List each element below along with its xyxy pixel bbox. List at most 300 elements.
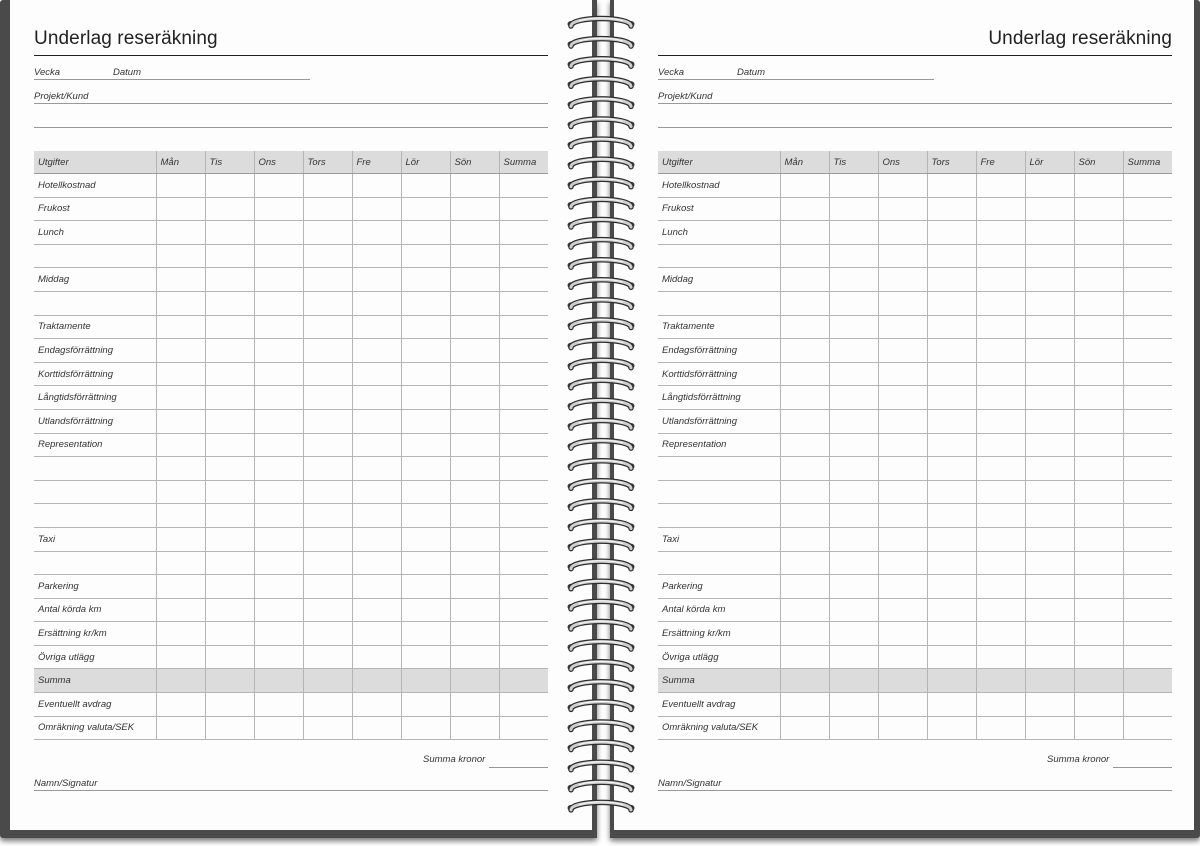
entry-cell[interactable] — [499, 669, 548, 693]
entry-cell[interactable] — [156, 551, 205, 575]
entry-cell[interactable] — [450, 339, 499, 363]
vecka-datum-field[interactable] — [34, 79, 310, 80]
entry-cell[interactable] — [1025, 339, 1074, 363]
entry-cell[interactable] — [156, 362, 205, 386]
entry-cell[interactable] — [303, 174, 352, 198]
entry-cell[interactable] — [303, 504, 352, 528]
entry-cell[interactable] — [1025, 268, 1074, 292]
entry-cell[interactable] — [878, 527, 927, 551]
entry-cell[interactable] — [352, 362, 401, 386]
entry-cell[interactable] — [352, 268, 401, 292]
entry-cell[interactable] — [1074, 716, 1123, 740]
entry-cell[interactable] — [205, 221, 254, 245]
entry-cell[interactable] — [878, 197, 927, 221]
entry-cell[interactable] — [205, 598, 254, 622]
entry-cell[interactable] — [780, 551, 829, 575]
entry-cell[interactable] — [450, 527, 499, 551]
entry-cell[interactable] — [927, 457, 976, 481]
entry-cell[interactable] — [450, 315, 499, 339]
entry-cell[interactable] — [829, 480, 878, 504]
entry-cell[interactable] — [927, 433, 976, 457]
entry-cell[interactable] — [352, 716, 401, 740]
summa-kronor-field[interactable] — [1113, 767, 1172, 768]
entry-cell[interactable] — [352, 197, 401, 221]
entry-cell[interactable] — [303, 575, 352, 599]
entry-cell[interactable] — [780, 504, 829, 528]
entry-cell[interactable] — [450, 291, 499, 315]
entry-cell[interactable] — [1123, 221, 1172, 245]
entry-cell[interactable] — [254, 221, 303, 245]
entry-cell[interactable] — [829, 244, 878, 268]
entry-cell[interactable] — [450, 433, 499, 457]
entry-cell[interactable] — [303, 669, 352, 693]
entry-cell[interactable] — [401, 551, 450, 575]
projekt-extra-line[interactable] — [658, 127, 1172, 128]
entry-cell[interactable] — [303, 716, 352, 740]
entry-cell[interactable] — [878, 386, 927, 410]
entry-cell[interactable] — [878, 339, 927, 363]
entry-cell[interactable] — [401, 598, 450, 622]
entry-cell[interactable] — [499, 197, 548, 221]
entry-cell[interactable] — [303, 551, 352, 575]
entry-cell[interactable] — [927, 386, 976, 410]
entry-cell[interactable] — [1025, 669, 1074, 693]
entry-cell[interactable] — [156, 339, 205, 363]
entry-cell[interactable] — [780, 527, 829, 551]
entry-cell[interactable] — [976, 386, 1025, 410]
entry-cell[interactable] — [1074, 268, 1123, 292]
entry-cell[interactable] — [976, 551, 1025, 575]
entry-cell[interactable] — [401, 174, 450, 198]
entry-cell[interactable] — [303, 693, 352, 717]
entry-cell[interactable] — [1074, 409, 1123, 433]
entry-cell[interactable] — [1123, 386, 1172, 410]
entry-cell[interactable] — [780, 433, 829, 457]
entry-cell[interactable] — [205, 291, 254, 315]
entry-cell[interactable] — [829, 315, 878, 339]
entry-cell[interactable] — [1074, 504, 1123, 528]
entry-cell[interactable] — [829, 291, 878, 315]
entry-cell[interactable] — [1123, 716, 1172, 740]
entry-cell[interactable] — [156, 622, 205, 646]
entry-cell[interactable] — [1025, 433, 1074, 457]
entry-cell[interactable] — [976, 409, 1025, 433]
entry-cell[interactable] — [401, 575, 450, 599]
entry-cell[interactable] — [829, 575, 878, 599]
entry-cell[interactable] — [401, 291, 450, 315]
entry-cell[interactable] — [927, 551, 976, 575]
entry-cell[interactable] — [352, 504, 401, 528]
entry-cell[interactable] — [156, 197, 205, 221]
entry-cell[interactable] — [352, 339, 401, 363]
entry-cell[interactable] — [254, 527, 303, 551]
entry-cell[interactable] — [156, 575, 205, 599]
entry-cell[interactable] — [205, 457, 254, 481]
entry-cell[interactable] — [829, 197, 878, 221]
entry-cell[interactable] — [499, 551, 548, 575]
entry-cell[interactable] — [1123, 409, 1172, 433]
entry-cell[interactable] — [499, 339, 548, 363]
entry-cell[interactable] — [878, 669, 927, 693]
entry-cell[interactable] — [205, 622, 254, 646]
entry-cell[interactable] — [450, 174, 499, 198]
entry-cell[interactable] — [878, 268, 927, 292]
entry-cell[interactable] — [976, 622, 1025, 646]
entry-cell[interactable] — [303, 197, 352, 221]
entry-cell[interactable] — [927, 504, 976, 528]
entry-cell[interactable] — [156, 221, 205, 245]
entry-cell[interactable] — [927, 480, 976, 504]
projekt-field[interactable] — [658, 103, 1172, 104]
entry-cell[interactable] — [829, 622, 878, 646]
entry-cell[interactable] — [976, 480, 1025, 504]
entry-cell[interactable] — [401, 645, 450, 669]
entry-cell[interactable] — [352, 622, 401, 646]
entry-cell[interactable] — [254, 645, 303, 669]
entry-cell[interactable] — [205, 197, 254, 221]
entry-cell[interactable] — [878, 480, 927, 504]
entry-cell[interactable] — [927, 645, 976, 669]
entry-cell[interactable] — [829, 362, 878, 386]
entry-cell[interactable] — [927, 315, 976, 339]
entry-cell[interactable] — [401, 504, 450, 528]
entry-cell[interactable] — [976, 457, 1025, 481]
entry-cell[interactable] — [976, 433, 1025, 457]
entry-cell[interactable] — [927, 598, 976, 622]
entry-cell[interactable] — [1025, 221, 1074, 245]
entry-cell[interactable] — [450, 716, 499, 740]
entry-cell[interactable] — [780, 716, 829, 740]
entry-cell[interactable] — [499, 291, 548, 315]
entry-cell[interactable] — [1074, 339, 1123, 363]
entry-cell[interactable] — [780, 480, 829, 504]
entry-cell[interactable] — [878, 622, 927, 646]
entry-cell[interactable] — [352, 244, 401, 268]
entry-cell[interactable] — [156, 409, 205, 433]
entry-cell[interactable] — [352, 598, 401, 622]
entry-cell[interactable] — [1123, 457, 1172, 481]
entry-cell[interactable] — [1025, 480, 1074, 504]
entry-cell[interactable] — [1025, 527, 1074, 551]
entry-cell[interactable] — [303, 362, 352, 386]
entry-cell[interactable] — [1025, 197, 1074, 221]
entry-cell[interactable] — [1123, 244, 1172, 268]
entry-cell[interactable] — [878, 433, 927, 457]
projekt-field[interactable] — [34, 103, 548, 104]
entry-cell[interactable] — [878, 315, 927, 339]
entry-cell[interactable] — [976, 197, 1025, 221]
entry-cell[interactable] — [1123, 645, 1172, 669]
entry-cell[interactable] — [927, 527, 976, 551]
entry-cell[interactable] — [780, 339, 829, 363]
entry-cell[interactable] — [156, 174, 205, 198]
entry-cell[interactable] — [205, 268, 254, 292]
entry-cell[interactable] — [156, 645, 205, 669]
entry-cell[interactable] — [156, 527, 205, 551]
entry-cell[interactable] — [254, 693, 303, 717]
entry-cell[interactable] — [1074, 362, 1123, 386]
entry-cell[interactable] — [780, 244, 829, 268]
entry-cell[interactable] — [1025, 598, 1074, 622]
entry-cell[interactable] — [254, 598, 303, 622]
entry-cell[interactable] — [254, 291, 303, 315]
entry-cell[interactable] — [878, 693, 927, 717]
entry-cell[interactable] — [499, 527, 548, 551]
entry-cell[interactable] — [976, 244, 1025, 268]
entry-cell[interactable] — [450, 669, 499, 693]
entry-cell[interactable] — [499, 575, 548, 599]
entry-cell[interactable] — [303, 268, 352, 292]
entry-cell[interactable] — [156, 480, 205, 504]
entry-cell[interactable] — [976, 362, 1025, 386]
entry-cell[interactable] — [927, 197, 976, 221]
entry-cell[interactable] — [829, 693, 878, 717]
entry-cell[interactable] — [1074, 693, 1123, 717]
entry-cell[interactable] — [927, 409, 976, 433]
entry-cell[interactable] — [352, 386, 401, 410]
entry-cell[interactable] — [205, 504, 254, 528]
entry-cell[interactable] — [352, 433, 401, 457]
entry-cell[interactable] — [254, 622, 303, 646]
entry-cell[interactable] — [450, 645, 499, 669]
entry-cell[interactable] — [303, 527, 352, 551]
entry-cell[interactable] — [878, 575, 927, 599]
entry-cell[interactable] — [780, 174, 829, 198]
entry-cell[interactable] — [878, 598, 927, 622]
entry-cell[interactable] — [450, 504, 499, 528]
entry-cell[interactable] — [976, 645, 1025, 669]
entry-cell[interactable] — [1123, 339, 1172, 363]
entry-cell[interactable] — [352, 409, 401, 433]
entry-cell[interactable] — [780, 598, 829, 622]
entry-cell[interactable] — [829, 716, 878, 740]
entry-cell[interactable] — [499, 174, 548, 198]
entry-cell[interactable] — [254, 409, 303, 433]
entry-cell[interactable] — [254, 457, 303, 481]
entry-cell[interactable] — [976, 575, 1025, 599]
entry-cell[interactable] — [1074, 174, 1123, 198]
entry-cell[interactable] — [499, 315, 548, 339]
entry-cell[interactable] — [780, 386, 829, 410]
entry-cell[interactable] — [927, 339, 976, 363]
entry-cell[interactable] — [499, 480, 548, 504]
entry-cell[interactable] — [401, 669, 450, 693]
entry-cell[interactable] — [499, 457, 548, 481]
entry-cell[interactable] — [1025, 291, 1074, 315]
entry-cell[interactable] — [780, 457, 829, 481]
entry-cell[interactable] — [450, 551, 499, 575]
entry-cell[interactable] — [976, 669, 1025, 693]
entry-cell[interactable] — [499, 433, 548, 457]
entry-cell[interactable] — [499, 693, 548, 717]
entry-cell[interactable] — [878, 291, 927, 315]
entry-cell[interactable] — [450, 598, 499, 622]
entry-cell[interactable] — [352, 174, 401, 198]
entry-cell[interactable] — [780, 669, 829, 693]
entry-cell[interactable] — [878, 174, 927, 198]
entry-cell[interactable] — [829, 339, 878, 363]
entry-cell[interactable] — [401, 244, 450, 268]
entry-cell[interactable] — [976, 598, 1025, 622]
entry-cell[interactable] — [254, 315, 303, 339]
entry-cell[interactable] — [1025, 622, 1074, 646]
entry-cell[interactable] — [1123, 551, 1172, 575]
entry-cell[interactable] — [352, 527, 401, 551]
entry-cell[interactable] — [1123, 174, 1172, 198]
entry-cell[interactable] — [205, 716, 254, 740]
entry-cell[interactable] — [927, 575, 976, 599]
entry-cell[interactable] — [927, 693, 976, 717]
entry-cell[interactable] — [780, 268, 829, 292]
entry-cell[interactable] — [1025, 645, 1074, 669]
entry-cell[interactable] — [1123, 598, 1172, 622]
entry-cell[interactable] — [878, 221, 927, 245]
entry-cell[interactable] — [450, 268, 499, 292]
entry-cell[interactable] — [352, 291, 401, 315]
entry-cell[interactable] — [976, 339, 1025, 363]
entry-cell[interactable] — [878, 645, 927, 669]
entry-cell[interactable] — [1123, 268, 1172, 292]
entry-cell[interactable] — [352, 575, 401, 599]
entry-cell[interactable] — [927, 716, 976, 740]
entry-cell[interactable] — [450, 480, 499, 504]
entry-cell[interactable] — [1074, 433, 1123, 457]
entry-cell[interactable] — [205, 409, 254, 433]
entry-cell[interactable] — [156, 268, 205, 292]
entry-cell[interactable] — [401, 386, 450, 410]
entry-cell[interactable] — [499, 716, 548, 740]
entry-cell[interactable] — [780, 575, 829, 599]
entry-cell[interactable] — [1074, 669, 1123, 693]
entry-cell[interactable] — [303, 409, 352, 433]
entry-cell[interactable] — [303, 386, 352, 410]
entry-cell[interactable] — [401, 221, 450, 245]
entry-cell[interactable] — [254, 551, 303, 575]
entry-cell[interactable] — [1123, 433, 1172, 457]
entry-cell[interactable] — [205, 527, 254, 551]
entry-cell[interactable] — [401, 457, 450, 481]
entry-cell[interactable] — [1025, 504, 1074, 528]
entry-cell[interactable] — [1123, 622, 1172, 646]
entry-cell[interactable] — [499, 268, 548, 292]
entry-cell[interactable] — [1074, 457, 1123, 481]
entry-cell[interactable] — [303, 622, 352, 646]
entry-cell[interactable] — [829, 598, 878, 622]
entry-cell[interactable] — [1074, 575, 1123, 599]
entry-cell[interactable] — [254, 339, 303, 363]
entry-cell[interactable] — [927, 362, 976, 386]
entry-cell[interactable] — [829, 268, 878, 292]
summa-kronor-field[interactable] — [489, 767, 548, 768]
entry-cell[interactable] — [156, 598, 205, 622]
entry-cell[interactable] — [205, 386, 254, 410]
entry-cell[interactable] — [303, 221, 352, 245]
entry-cell[interactable] — [205, 174, 254, 198]
entry-cell[interactable] — [401, 409, 450, 433]
entry-cell[interactable] — [780, 291, 829, 315]
entry-cell[interactable] — [499, 386, 548, 410]
entry-cell[interactable] — [1025, 716, 1074, 740]
entry-cell[interactable] — [401, 716, 450, 740]
entry-cell[interactable] — [401, 480, 450, 504]
entry-cell[interactable] — [303, 244, 352, 268]
entry-cell[interactable] — [829, 409, 878, 433]
entry-cell[interactable] — [1123, 693, 1172, 717]
entry-cell[interactable] — [1025, 386, 1074, 410]
entry-cell[interactable] — [976, 504, 1025, 528]
entry-cell[interactable] — [205, 669, 254, 693]
entry-cell[interactable] — [780, 645, 829, 669]
entry-cell[interactable] — [401, 197, 450, 221]
entry-cell[interactable] — [156, 386, 205, 410]
entry-cell[interactable] — [254, 386, 303, 410]
entry-cell[interactable] — [927, 174, 976, 198]
entry-cell[interactable] — [156, 457, 205, 481]
entry-cell[interactable] — [303, 457, 352, 481]
entry-cell[interactable] — [1074, 221, 1123, 245]
entry-cell[interactable] — [1074, 645, 1123, 669]
entry-cell[interactable] — [1025, 693, 1074, 717]
entry-cell[interactable] — [303, 598, 352, 622]
entry-cell[interactable] — [829, 221, 878, 245]
entry-cell[interactable] — [450, 693, 499, 717]
entry-cell[interactable] — [499, 244, 548, 268]
entry-cell[interactable] — [352, 693, 401, 717]
entry-cell[interactable] — [927, 268, 976, 292]
entry-cell[interactable] — [401, 693, 450, 717]
entry-cell[interactable] — [499, 409, 548, 433]
entry-cell[interactable] — [780, 362, 829, 386]
entry-cell[interactable] — [205, 433, 254, 457]
entry-cell[interactable] — [450, 362, 499, 386]
entry-cell[interactable] — [205, 315, 254, 339]
entry-cell[interactable] — [878, 457, 927, 481]
entry-cell[interactable] — [156, 315, 205, 339]
entry-cell[interactable] — [976, 527, 1025, 551]
entry-cell[interactable] — [205, 362, 254, 386]
entry-cell[interactable] — [401, 433, 450, 457]
entry-cell[interactable] — [499, 598, 548, 622]
entry-cell[interactable] — [829, 669, 878, 693]
entry-cell[interactable] — [401, 315, 450, 339]
entry-cell[interactable] — [303, 315, 352, 339]
entry-cell[interactable] — [780, 315, 829, 339]
entry-cell[interactable] — [927, 244, 976, 268]
entry-cell[interactable] — [156, 244, 205, 268]
entry-cell[interactable] — [156, 669, 205, 693]
entry-cell[interactable] — [878, 244, 927, 268]
entry-cell[interactable] — [254, 669, 303, 693]
entry-cell[interactable] — [1123, 315, 1172, 339]
entry-cell[interactable] — [1123, 504, 1172, 528]
entry-cell[interactable] — [1123, 575, 1172, 599]
entry-cell[interactable] — [156, 433, 205, 457]
entry-cell[interactable] — [1074, 551, 1123, 575]
entry-cell[interactable] — [780, 622, 829, 646]
entry-cell[interactable] — [780, 693, 829, 717]
entry-cell[interactable] — [254, 716, 303, 740]
entry-cell[interactable] — [927, 622, 976, 646]
entry-cell[interactable] — [878, 409, 927, 433]
entry-cell[interactable] — [254, 174, 303, 198]
entry-cell[interactable] — [254, 244, 303, 268]
entry-cell[interactable] — [1123, 291, 1172, 315]
entry-cell[interactable] — [1074, 480, 1123, 504]
entry-cell[interactable] — [1025, 457, 1074, 481]
entry-cell[interactable] — [156, 693, 205, 717]
entry-cell[interactable] — [1074, 197, 1123, 221]
entry-cell[interactable] — [205, 551, 254, 575]
